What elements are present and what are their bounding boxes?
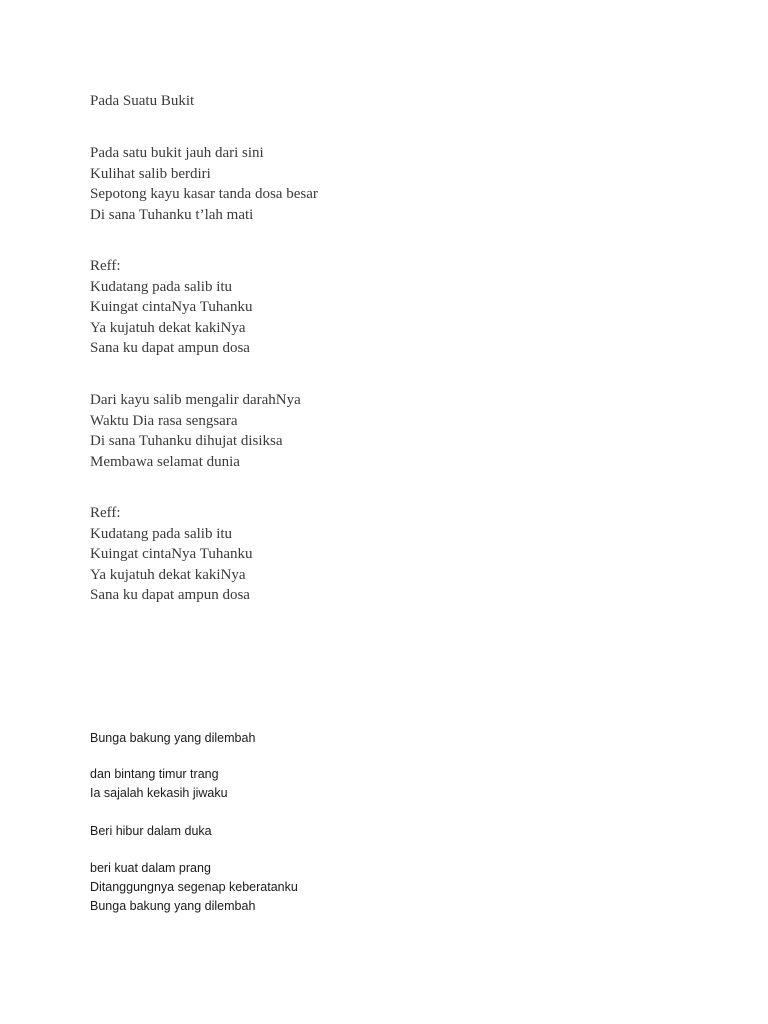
song2-group	[90, 859, 298, 916]
refrain-label: Reff:	[90, 505, 121, 521]
verse-line: Di sana Tuhanku t’lah mati	[90, 206, 254, 223]
verse-line: Dari kayu salib mengalir darahNya	[90, 392, 301, 408]
refrain-line: Kudatang pada salib itu	[90, 278, 233, 295]
refrain-line: Sana ku dapat ampun dosa	[90, 587, 250, 603]
song2-text: Beri hibur dalam duka	[90, 824, 212, 838]
song2-text: Bunga bakung yang dilembah	[90, 899, 256, 913]
refrain-1	[90, 256, 253, 359]
song2-text: Bunga bakung yang dilembah	[90, 731, 256, 745]
verse-line: Sepotong kayu kasar tanda dosa besar	[90, 186, 318, 202]
verse-line: Kulihat salib berdiri	[90, 165, 211, 182]
song2-text: Ia sajalah kekasih jiwaku	[90, 786, 228, 800]
verse-line: Membawa selamat dunia	[90, 453, 240, 470]
verse-2	[90, 390, 301, 472]
refrain-line: Ya kujatuh dekat kakiNya	[90, 319, 246, 336]
song2-group	[90, 765, 228, 803]
verse-line: Di sana Tuhanku dihujat disiksa	[90, 433, 283, 449]
refrain-2	[90, 503, 253, 606]
refrain-line: Kuingat cintaNya Tuhanku	[90, 299, 253, 315]
verse-1	[90, 143, 318, 225]
refrain-line: Kuingat cintaNya Tuhanku	[90, 546, 253, 562]
refrain-line: Sana ku dapat ampun dosa	[90, 340, 250, 356]
refrain-label: Reff:	[90, 258, 121, 274]
song2-line	[90, 822, 212, 841]
song2-text: beri kuat dalam prang	[90, 861, 211, 875]
song2-text: Ditanggungnya segenap keberatanku	[90, 880, 298, 894]
verse-line: Pada satu bukit jauh dari sini	[90, 145, 264, 161]
verse-line: Waktu Dia rasa sengsara	[90, 412, 238, 429]
refrain-line: Kudatang pada salib itu	[90, 525, 233, 542]
song-title: Pada Suatu Bukit	[90, 93, 195, 109]
song2-text: dan bintang timur trang	[90, 767, 219, 781]
refrain-line: Ya kujatuh dekat kakiNya	[90, 566, 246, 583]
song2-line	[90, 729, 255, 748]
